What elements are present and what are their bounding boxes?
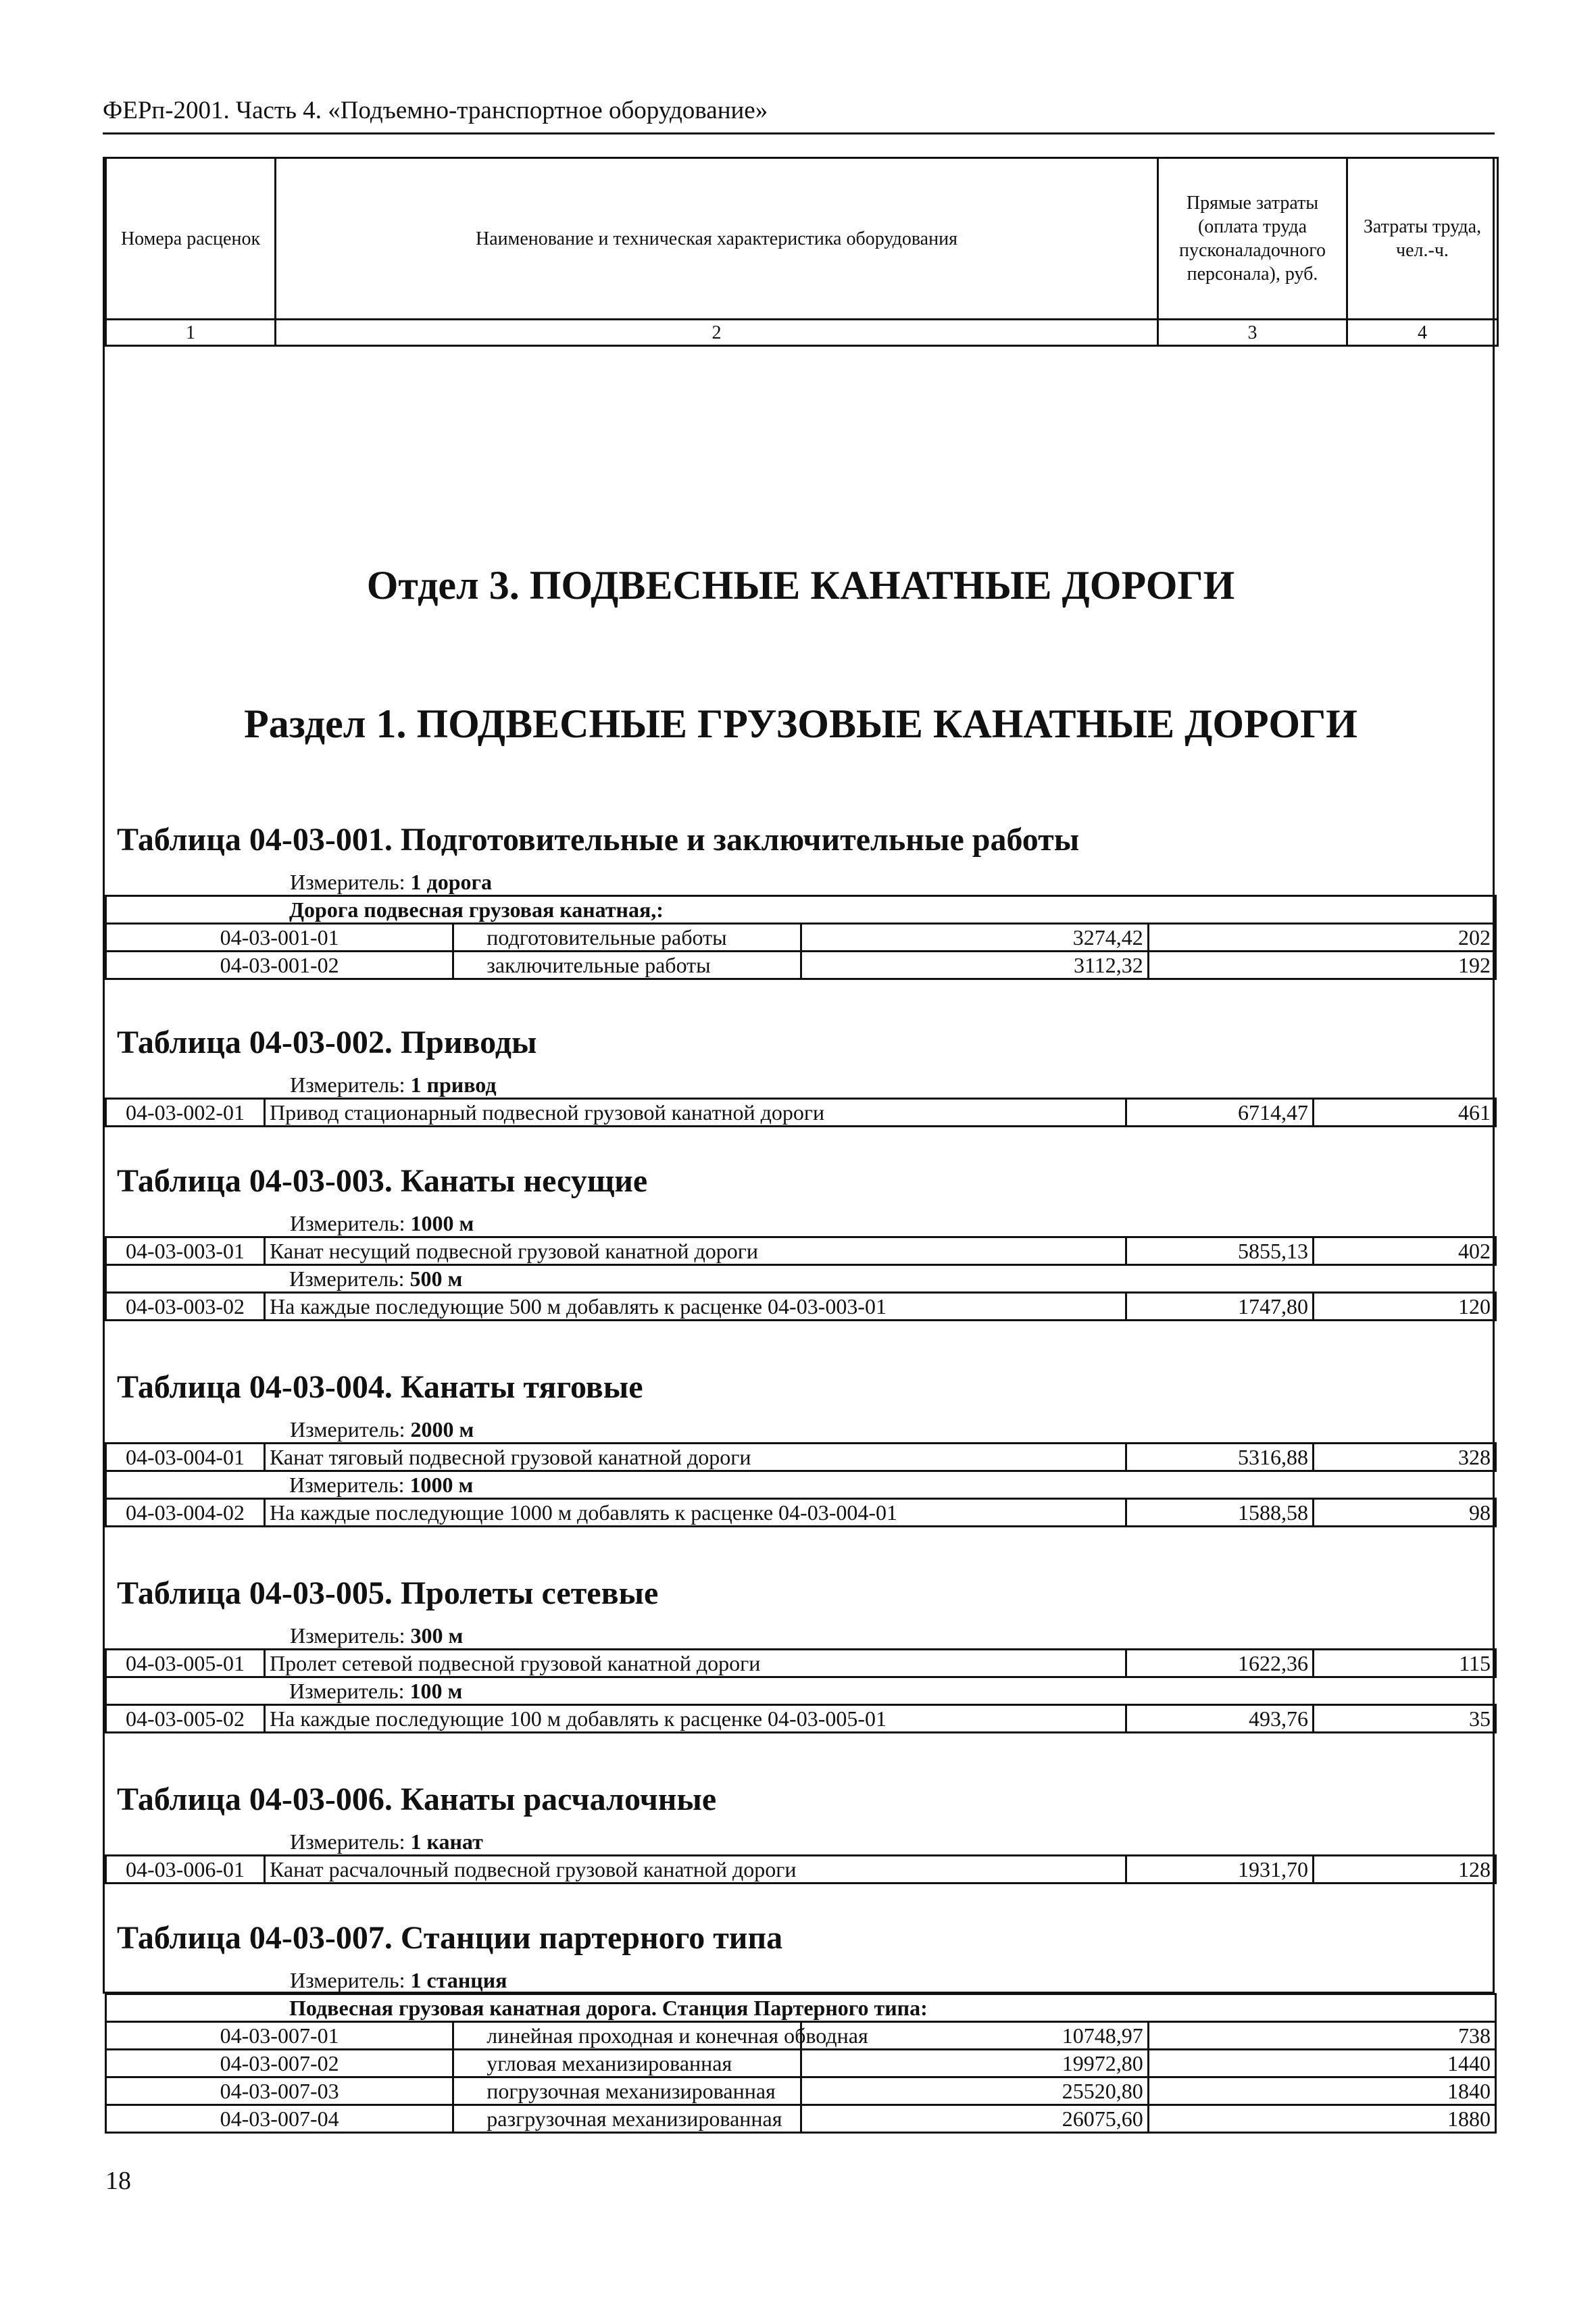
rates-grid xyxy=(105,1993,1497,2134)
header-rule xyxy=(103,132,1495,134)
column-number-1: 1 xyxy=(106,320,276,346)
table-title: Таблица 04-03-007. Станции партерного типа xyxy=(117,1920,783,1956)
rate-name: заключительные работы xyxy=(453,952,801,979)
rate-cost: 5855,13 xyxy=(1126,1237,1314,1265)
rate-name: разгрузочная механизированная xyxy=(453,2105,801,2133)
meter-label: Измеритель: xyxy=(290,1210,405,1235)
rate-name: Привод стационарный подвесной грузовой канатной дороги xyxy=(265,1099,1126,1127)
rate-name: На каждые последующие 500 м добавлять к расценке 04-03-003-01 xyxy=(265,1293,1126,1321)
meter-label: Измеритель: xyxy=(290,1967,405,1992)
rate-cost: 25520,80 xyxy=(801,2077,1148,2105)
rate-labor: 1440 xyxy=(1148,2050,1495,2077)
table-row xyxy=(106,1499,1496,1527)
rate-name: Канат расчалочный подвесной грузовой канатной дороги xyxy=(265,1856,1126,1884)
group-heading: Подвесная грузовая канатная дорога. Станция Партерного типа: xyxy=(106,1994,1496,2022)
meter-line xyxy=(105,1829,1497,1854)
meter-value: 1 дорога xyxy=(410,869,493,894)
meter-label: Измеритель: xyxy=(290,1829,405,1854)
meter-line xyxy=(105,1967,1497,1993)
rate-code: 04-03-004-01 xyxy=(106,1444,265,1471)
table-row xyxy=(106,2050,1496,2077)
rate-code: 04-03-006-01 xyxy=(106,1856,265,1884)
rate-labor: 202 xyxy=(1148,924,1495,952)
meter-value: 1000 м xyxy=(410,1210,474,1235)
table-04-03-003 xyxy=(105,1164,1497,1321)
rates-grid xyxy=(105,1236,1497,1321)
rate-cost: 1931,70 xyxy=(1126,1856,1314,1884)
rate-labor: 1880 xyxy=(1148,2105,1495,2133)
meter-value: 100 м xyxy=(409,1678,463,1703)
meter-line xyxy=(105,1072,1497,1098)
column-header-codes: Номера расценок xyxy=(106,158,276,320)
table-row xyxy=(106,924,1496,952)
rate-cost: 1747,80 xyxy=(1126,1293,1314,1321)
table-04-03-004 xyxy=(105,1370,1497,1527)
rate-name: Канат тяговый подвесной грузовой канатной дороги xyxy=(265,1444,1126,1471)
meter-line xyxy=(105,1210,1497,1236)
meter-line xyxy=(106,1677,1496,1705)
meter-line xyxy=(105,869,1497,895)
table-row xyxy=(106,1856,1496,1884)
page-header: ФЕРп-2001. Часть 4. «Подъемно-транспортное оборудование» xyxy=(103,97,768,124)
column-header-name: Наименование и техническая характеристика оборудования xyxy=(276,158,1158,320)
rate-code: 04-03-007-04 xyxy=(106,2105,453,2133)
table-04-03-006 xyxy=(105,1782,1497,1884)
rate-cost: 5316,88 xyxy=(1126,1444,1314,1471)
rate-name: Пролет сетевой подвесной грузовой канатной дороги xyxy=(265,1650,1126,1677)
column-header-direct-cost: Прямые затраты (оплата труда пусконаладочного персонала), руб. xyxy=(1158,158,1347,320)
meter-value: 1 станция xyxy=(410,1967,507,1992)
page-number: 18 xyxy=(105,2167,131,2195)
rate-labor: 738 xyxy=(1148,2022,1495,2050)
column-number-4: 4 xyxy=(1347,320,1498,346)
rate-labor: 120 xyxy=(1314,1293,1496,1321)
meter-label: Измеритель: xyxy=(290,1072,405,1097)
column-number-3: 3 xyxy=(1158,320,1347,346)
rate-cost: 1622,36 xyxy=(1126,1650,1314,1677)
table-row xyxy=(106,2022,1496,2050)
meter-line xyxy=(105,1623,1497,1648)
table-row xyxy=(106,1650,1496,1677)
meter-value: 1 канат xyxy=(410,1829,483,1854)
rate-code: 04-03-001-01 xyxy=(106,924,453,952)
table-title: Таблица 04-03-003. Канаты несущие xyxy=(117,1163,648,1199)
rate-labor: 461 xyxy=(1314,1099,1496,1127)
table-title: Таблица 04-03-004. Канаты тяговые xyxy=(117,1369,643,1405)
meter-line xyxy=(105,1417,1497,1442)
table-title: Таблица 04-03-005. Пролеты сетевые xyxy=(117,1575,659,1611)
meter-line xyxy=(106,1265,1496,1293)
rate-name: На каждые последующие 100 м добавлять к расценке 04-03-005-01 xyxy=(265,1705,1126,1733)
meter-label: Измеритель: xyxy=(290,1623,405,1648)
department-title: Отдел 3. ПОДВЕСНЫЕ КАНАТНЫЕ ДОРОГИ xyxy=(366,563,1235,608)
rate-name: Канат несущий подвесной грузовой канатной дороги xyxy=(265,1237,1126,1265)
meter-label: Измеритель: xyxy=(289,1678,405,1703)
rate-labor: 98 xyxy=(1314,1499,1496,1527)
column-header-labor: Затраты труда, чел.-ч. xyxy=(1347,158,1498,320)
section-title: Раздел 1. ПОДВЕСНЫЕ ГРУЗОВЫЕ КАНАТНЫЕ ДОРОГИ xyxy=(244,701,1357,746)
rate-name: На каждые последующие 1000 м добавлять к расценке 04-03-004-01 xyxy=(265,1499,1126,1527)
rate-code: 04-03-001-02 xyxy=(106,952,453,979)
page-frame xyxy=(103,157,1495,2131)
meter-value: 1 привод xyxy=(410,1072,497,1097)
table-04-03-002 xyxy=(105,1025,1497,1127)
rate-code: 04-03-005-01 xyxy=(106,1650,265,1677)
rate-labor: 35 xyxy=(1314,1705,1496,1733)
meter-value: 1000 м xyxy=(409,1472,474,1497)
rates-grid xyxy=(105,895,1497,980)
rates-grid xyxy=(105,1854,1497,1884)
meter-label: Измеритель: xyxy=(290,1417,405,1442)
table-title: Таблица 04-03-002. Приводы xyxy=(117,1025,537,1060)
table-title: Таблица 04-03-006. Канаты расчалочные xyxy=(117,1781,717,1817)
rate-cost: 10748,97 xyxy=(801,2022,1148,2050)
rate-cost: 3274,42 xyxy=(801,924,1148,952)
meter-label: Измеритель: xyxy=(290,869,405,894)
meter-label: Измеритель: xyxy=(289,1266,405,1291)
rate-cost: 1588,58 xyxy=(1126,1499,1314,1527)
rate-code: 04-03-007-01 xyxy=(106,2022,453,2050)
rate-cost: 26075,60 xyxy=(801,2105,1148,2133)
group-heading: Дорога подвесная грузовая канатная,: xyxy=(106,896,1496,924)
column-number-2: 2 xyxy=(276,320,1158,346)
rates-grid xyxy=(105,1442,1497,1527)
rate-labor: 115 xyxy=(1314,1650,1496,1677)
table-title: Таблица 04-03-001. Подготовительные и заключительные работы xyxy=(117,822,1080,858)
rate-name: линейная проходная и конечная обводная xyxy=(453,2022,801,2050)
table-04-03-007 xyxy=(105,1921,1497,2134)
meter-line xyxy=(106,1471,1496,1499)
rates-grid xyxy=(105,1098,1497,1127)
meter-value: 300 м xyxy=(410,1623,464,1648)
rate-code: 04-03-007-03 xyxy=(106,2077,453,2105)
meter-label: Измеритель: xyxy=(289,1472,405,1497)
meter-value: 2000 м xyxy=(410,1417,474,1442)
rate-cost: 493,76 xyxy=(1126,1705,1314,1733)
rate-cost: 19972,80 xyxy=(801,2050,1148,2077)
table-row xyxy=(106,1705,1496,1733)
rate-code: 04-03-003-02 xyxy=(106,1293,265,1321)
rate-name: подготовительные работы xyxy=(453,924,801,952)
rate-code: 04-03-002-01 xyxy=(106,1099,265,1127)
table-04-03-005 xyxy=(105,1576,1497,1733)
table-row xyxy=(106,1444,1496,1471)
meter-value: 500 м xyxy=(409,1266,463,1291)
rate-code: 04-03-005-02 xyxy=(106,1705,265,1733)
rate-code: 04-03-007-02 xyxy=(106,2050,453,2077)
rate-labor: 1840 xyxy=(1148,2077,1495,2105)
rate-name: погрузочная механизированная xyxy=(453,2077,801,2105)
rate-labor: 128 xyxy=(1314,1856,1496,1884)
table-row xyxy=(106,1099,1496,1127)
table-row xyxy=(106,2077,1496,2105)
rate-labor: 328 xyxy=(1314,1444,1496,1471)
rate-name: угловая механизированная xyxy=(453,2050,801,2077)
rate-cost: 3112,32 xyxy=(801,952,1148,979)
rates-grid xyxy=(105,1648,1497,1733)
rate-cost: 6714,47 xyxy=(1126,1099,1314,1127)
table-row xyxy=(106,1237,1496,1265)
rate-code: 04-03-004-02 xyxy=(106,1499,265,1527)
column-header-table xyxy=(105,157,1499,347)
table-04-03-001 xyxy=(105,822,1497,980)
rate-labor: 402 xyxy=(1314,1237,1496,1265)
rate-code: 04-03-003-01 xyxy=(106,1237,265,1265)
table-row xyxy=(106,2105,1496,2133)
table-row xyxy=(106,952,1496,979)
rate-labor: 192 xyxy=(1148,952,1495,979)
table-row xyxy=(106,1293,1496,1321)
